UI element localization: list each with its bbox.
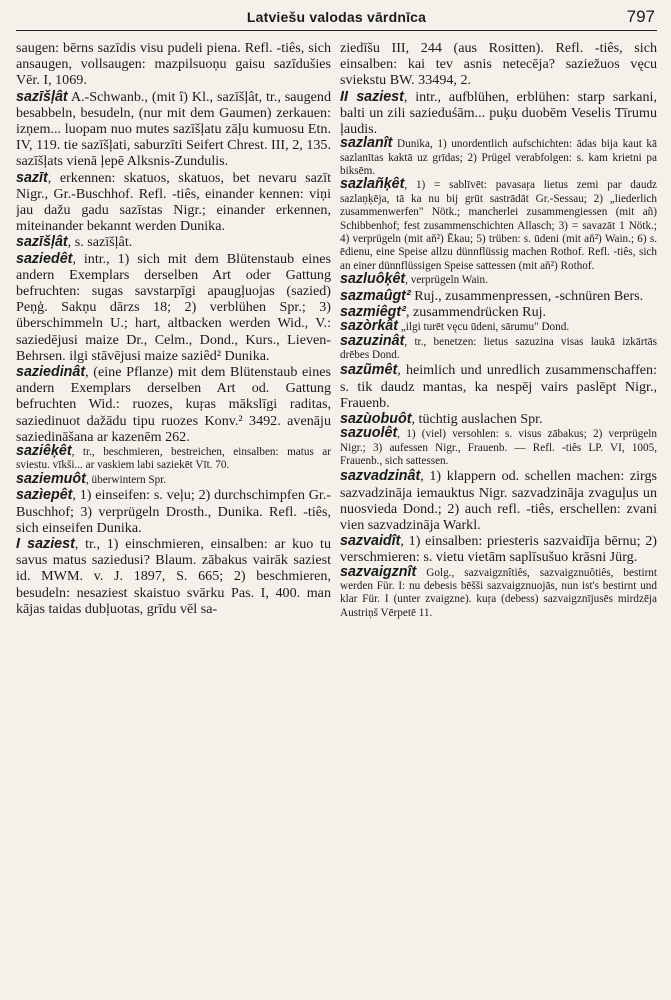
dictionary-entry: [340, 178, 657, 273]
entry-text: Dunika, 1) unordentlich aufschichten: ādas bija kaut kā sazlanītas kaktā uz grīdas; 2) Prügel verabfolgen: s. kam krietni pa biksēm.: [340, 138, 657, 178]
entry-headword: sazuzinât: [340, 332, 405, 349]
left-column: [16, 40, 331, 995]
entry-text: , intr., 1) sich mit dem Blütenstaub eines andern Exemplars derselben Art oder Gattung befruchten: sugas savstarpīgi apaugļuojas (sazied) Peņģ. Sakņu dārzs 18; 2) verblühen Spr.; 3) überschimmeln U.; hart, altbacken werden Wid., V.: saziedējusi maize Dr., Celm., Dond., Kurs., Lieven-Behrsen. ilgi stāvējusi maize saziêd² Dunika.: [16, 250, 331, 364]
dictionary-entry: [16, 536, 331, 617]
dictionary-entry: [16, 487, 331, 536]
entry-headword: saziemuôt: [16, 470, 86, 487]
entry-headword: sazvadzinât: [340, 468, 421, 485]
dictionary-entry: [16, 364, 331, 445]
entry-headword: saziêķêt: [16, 443, 72, 460]
entry-headword: saziedêt: [16, 250, 73, 267]
entry-text: , s. sazīšļât.: [67, 234, 133, 251]
dictionary-entry: [340, 533, 657, 565]
right-column: [340, 40, 657, 995]
dictionary-entry: [340, 273, 657, 287]
entry-headword: I saziest: [16, 535, 75, 552]
dictionary-entry: [340, 468, 657, 533]
entry-text: , heimlich und unredlich zusammenschaffen: s. tik daudz mantas, ka nespēj vairs paslēpt Nigr., Frauenb.: [340, 362, 657, 411]
dictionary-entry: [340, 362, 657, 411]
entry-headword: sazīšļât: [16, 88, 68, 105]
entry-headword: sazvaidît: [340, 533, 401, 550]
entry-headword: sazmiêgt²: [340, 303, 406, 320]
entry-headword: sazluôķêt: [340, 271, 406, 288]
entry-text: , überwintern Spr.: [85, 473, 167, 486]
page-header: [16, 6, 657, 31]
entry-text: , tr., 1) einschmieren, einsalben: ar kuo tu savus matus saziedusi? Blaum. zābakus vairāk saziest id. MWM. v. J. 1897, S. 665; 2) beschmieren, besudeln: nesaziest skaistuo svārku Pas. I, 400. man kājas taidas dubļuotas, grīdu vēl sa-: [16, 535, 331, 617]
dictionary-entry: [340, 332, 657, 363]
entry-headword: sazùobuôt: [340, 410, 412, 427]
dictionary-entry: [340, 89, 657, 138]
dictionary-entry: [16, 234, 331, 250]
header-title: Latviešu valodas vārdnīca: [246, 9, 427, 25]
dictionary-entry: [340, 40, 657, 89]
entry-headword: sazvaigznît: [340, 563, 417, 580]
page-number: 797: [626, 7, 655, 26]
entry-text: , 1) einsalben: priesteris sazvaidīja bērnu; 2) verschmieren: s. vietu vietām saplīsušuo krāsni Jürg.: [340, 533, 657, 566]
dictionary-entry: [16, 170, 331, 235]
entry-text: , tr., benetzen: lietus sazuzina visas laukā izkārtās drēbes Dond.: [340, 335, 657, 361]
dictionary-entry: [16, 251, 331, 364]
entry-text: „ilgi turēt vęcu ūdeni, sārumu" Dond.: [398, 321, 570, 334]
entry-text: , 1) (viel) versohlen: s. visus zābakus; 2) verprügeln Nigr.; 3) aufessen Nigr., Frauenb. — Refl. -tiês LP. VI, 1005, Frauenb., sich sattessen.: [340, 428, 657, 467]
entry-text: , 1) klappern od. schellen machen: zirgs sazvadzināja iemauktus Nigr. sazvadzināja zvaguļus un nuosvieda Dond.; 2) auch refl. -tiês, erschellen: zvani vien sazvadzināja Warkl.: [340, 468, 657, 533]
entry-text: , verprügeln Wain.: [405, 274, 488, 287]
entry-headword: sazmaûgt²: [340, 287, 411, 304]
entry-text: , intr., aufblühen, erblühen: starp sarkani, balti un zili sazieduśām... puķu duobēm Veselis Tīrumu ļaudis.: [340, 88, 657, 138]
entry-text: , 1) = sablīvēt: pavasaŗa lietus zemi par daudz sazlaņķēja, tā ka nu bij grūt sastrādāt Gr.-Sessau; 2) „liederlich zusammenwerfen" Nötk.; mancherlei zusammengiessen (mit añ) Schibbenhof; fest zusammenschichten Allasch; 3) = savazāt 1 Nötk.; 4) verprügeln (mit aň²) Ēkau; 5) trüben: s. ūdeni (mit aň²) Wain.; 6) s. ēdienu, eine Speise allzu dünnflüssig machen Rothof. Refl. -tiês, sich an einer dünnflüssigen Speise sattessen (mit aň²) Rothof.: [340, 179, 657, 272]
entry-text: , erkennen: skatuos, skatuos, bet nevaru sazīt Nigr., Gr.-Buschhof. Refl. -tiês, einander kennen: viņi jau dažu gadu sazīstas Nigr.; einander erkennen, miteinander bekannt werden Dunika.: [16, 169, 331, 235]
entry-headword: sazìepêt: [16, 487, 73, 504]
entry-text: A.-Schwanb., (mit î) Kl., sazīšļât, tr., saugend besabbeln, besudeln, (nur mit dem Gaumen) zerkauen: izņem... luopam nuo mutes sazīšļatu zāļu kumuosu Etn. IV, 119. tie sazīšļati, saburzīti Seifert Chrest. III, 2, 135. sazīšļats vienā ļepē Alksnis-Zundulis.: [16, 88, 331, 170]
entry-headword: II saziest: [340, 88, 404, 105]
entry-headword: sazũmêt: [340, 362, 398, 379]
entry-headword: sazuolêt: [340, 425, 398, 442]
entry-text: , zusammendrücken Ruj.: [405, 303, 547, 320]
entry-text: , tr., beschmieren, bestreichen, einsalben: matus ar sviestu. vīkši... ar vaskiem labi saziekēt Vīt. 70.: [16, 446, 331, 472]
dictionary-entry: [16, 40, 331, 89]
dictionary-entry: [340, 563, 657, 621]
entry-text: Golg., sazvaigznîtiês, sazvaigznuôtiês, bestirnt werden Für. I: nu debesis bēšši sazvaigznuojās, nun ist's bestirnt und klar Für. I (unter zvaigzne). kuŗa (debess) sazvaigznījusēs mirdzēja Austriņš Vērpetē 11.: [340, 566, 657, 619]
entry-headword: sazīt: [16, 169, 48, 186]
entry-text: ziedīšu III, 244 (aus Rositten). Refl. -tiês, sich einsalben: kai tev asnis netecēja? saziežuos vęcu sviekstu BW. 33494, 2.: [340, 40, 657, 89]
entry-headword: saziedinât: [16, 364, 86, 381]
dictionary-entry: [16, 89, 331, 170]
dictionary-entry: [16, 445, 331, 473]
entry-text: Ruj., zusammenpressen, -schnüren Bers.: [410, 287, 644, 304]
dictionary-entry: [16, 470, 331, 487]
entry-text: , 1) einseifen: s. veļu; 2) durchschimpfen Gr.-Buschhof; 3) verprügeln Drosth., Dunika. Refl. -tiês, sich einseifen Dunika.: [16, 487, 331, 536]
entry-headword: sazlañķêt: [340, 176, 405, 193]
dictionary-entry: [340, 137, 657, 178]
entry-text: , tüchtig auslachen Spr.: [411, 410, 543, 427]
entry-headword: sazòrkât: [340, 318, 399, 335]
entry-text: , (eine Pflanze) mit dem Blütenstaub eines andern Exemplars derselben Art od. Gattung befruchten Wid.: ruozes, kuŗas mākslīgi raditas, saziedinuot dažādu tipu ruozes Konv.² 3492. avenāju saziedināšana ar kazenēm 262.: [16, 364, 331, 445]
dictionary-entry: [340, 427, 657, 468]
entry-headword: sazlanît: [340, 135, 393, 152]
entry-text: saugen: bērns sazīdis visu pudeli piena. Refl. -tiês, sich ansaugen, vollsaugen: mazpilsuoņu gaisu sazīdušies Vēr. I, 1069.: [16, 40, 331, 89]
dictionary-entry: [340, 288, 657, 304]
entry-headword: sazīšļât: [16, 234, 68, 251]
